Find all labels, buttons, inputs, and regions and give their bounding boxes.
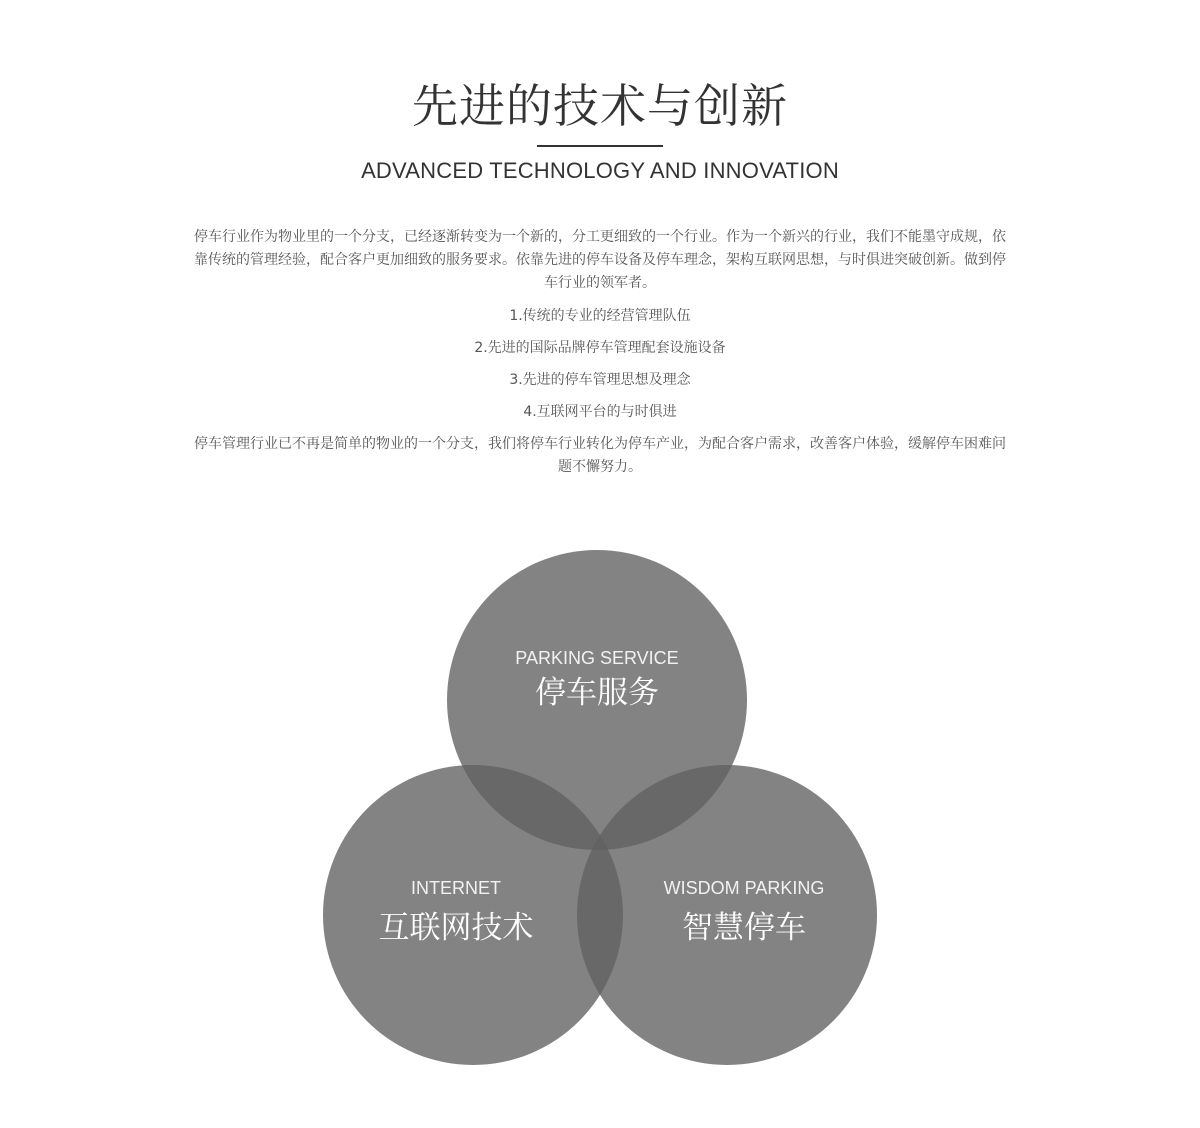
venn-label-en-parking-service: PARKING SERVICE	[515, 648, 679, 668]
page-title: 先进的技术与创新	[412, 79, 788, 133]
intro-paragraph: 停车行业作为物业里的一个分支，已经逐渐转变为一个新的，分工更细致的一个行业。作为一个新兴的行业，我们不能墨守成规，依靠传统的管理经验，配合客户更加细致的服务要求。依靠先进的停车设备及停车理念，架构互联网思想，与时俱进突破创新。做到停车行业的领军者。	[194, 229, 1006, 291]
venn-label-cn-parking-service: 停车服务	[535, 675, 659, 711]
venn-label-cn-internet: 互联网技术	[378, 910, 534, 946]
venn-label-en-wisdom-parking: WISDOM PARKING	[663, 878, 825, 898]
outro-paragraph: 停车管理行业已不再是简单的物业的一个分支，我们将停车行业转化为停车产业，为配合客户需求，改善客户体验，缓解停车困难问题不懈努力。	[194, 436, 1006, 475]
venn-label-cn-wisdom-parking: 智慧停车	[682, 910, 806, 946]
venn-label-en-internet: INTERNET	[411, 878, 501, 898]
list-item: 3.先进的停车管理思想及理念	[509, 372, 691, 388]
list-item: 2.先进的国际品牌停车管理配套设施设备	[474, 340, 726, 356]
list-item: 1.传统的专业的经营管理队伍	[509, 308, 691, 324]
list-item: 4.互联网平台的与时俱进	[523, 404, 677, 420]
page-subtitle: ADVANCED TECHNOLOGY AND INNOVATION	[361, 158, 839, 183]
